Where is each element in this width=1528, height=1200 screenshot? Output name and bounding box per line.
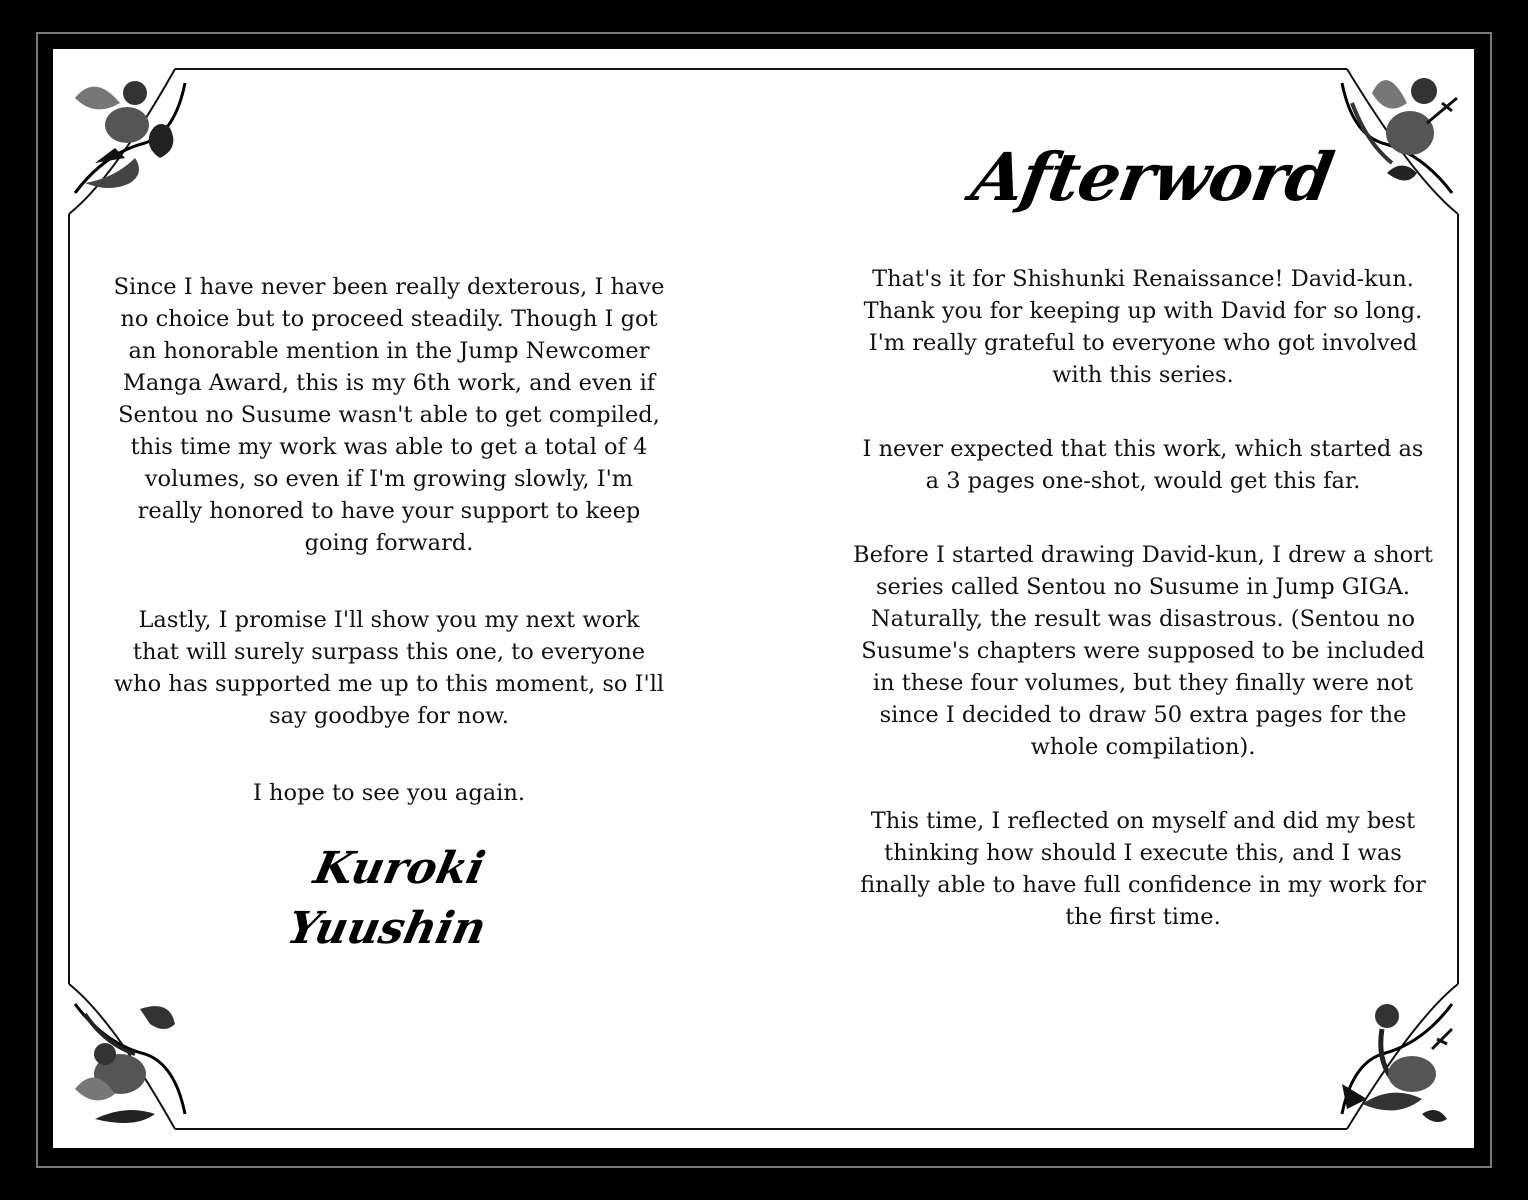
page-title: Afterword: [966, 138, 1339, 216]
right-paragraph: That's it for Shishunki Renaissance! David-kun. Thank you for keeping up with David for so long. I'm really grateful to everyone who got involved with this series.: [863, 266, 1423, 388]
left-paragraph: Since I have never been really dexterous, I have no choice but to proceed steadily. Though I got an honorable mention in the Jump Newcomer Manga Award, this is my 6th work, and even if Sentou no Susume wasn't able to get compiled, this time my work was able to get a total of 4 volumes, so even if I'm growing slowly, I'm really honored to have your support to keep going forward.: [113, 274, 665, 556]
afterword-page: [53, 49, 1474, 1148]
author-signature: Kuroki Yuushin: [282, 843, 491, 954]
right-paragraph: Before I started drawing David-kun, I drew a short series called Sentou no Susume in Jump GIGA. Naturally, the result was disastrous. (Sentou no Susume's chapters were supposed to be included in these four volumes, but they finally were not since I decided to draw 50 extra pages for the whole compilation).: [853, 542, 1433, 760]
left-paragraph: I hope to see you again.: [253, 780, 525, 806]
right-paragraph: I never expected that this work, which started as a 3 pages one-shot, would get this far.: [862, 436, 1424, 494]
right-column: [853, 263, 1433, 933]
cherub-scroll-icon: [65, 63, 195, 203]
right-paragraph: This time, I reflected on myself and did my best thinking how should I execute this, and I was finally able to have full confidence in my work for the first time.: [860, 808, 1426, 930]
cherub-scroll-icon: [65, 994, 195, 1134]
left-paragraph: Lastly, I promise I'll show you my next work that will surely surpass this one, to everyone who has supported me up to this moment, so I'll say goodbye for now.: [113, 607, 665, 729]
cherub-scroll-icon: [1332, 994, 1462, 1134]
left-column: [113, 271, 665, 809]
cherub-scroll-icon: [1332, 63, 1462, 203]
